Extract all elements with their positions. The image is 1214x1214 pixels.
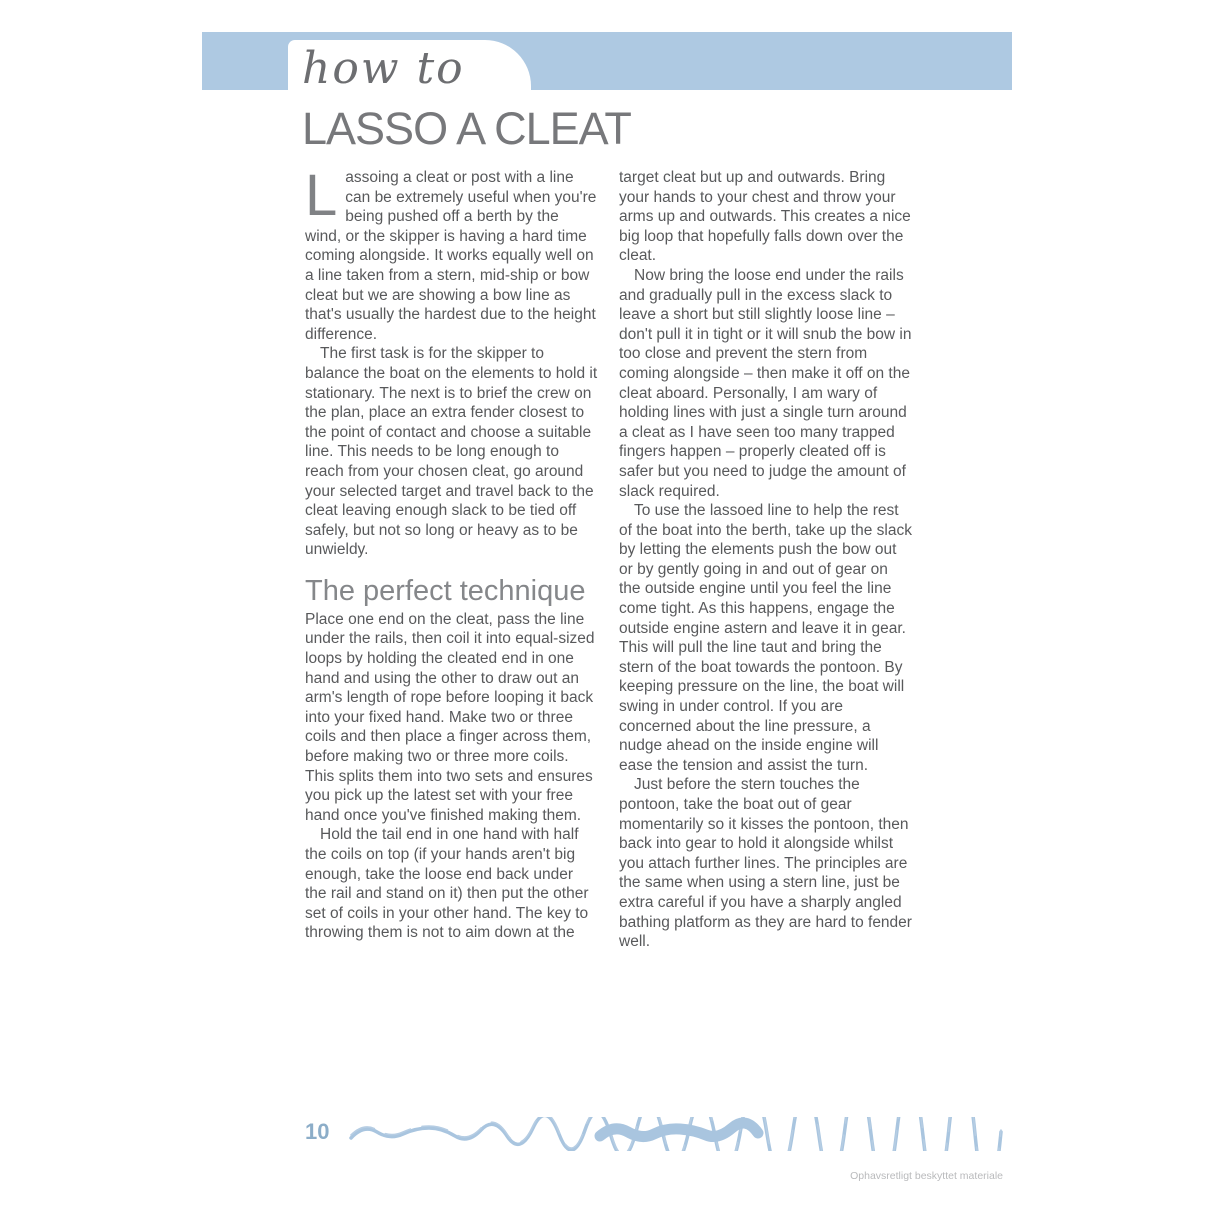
paragraph-6: Now bring the loose end under the rails and gradually pull in the excess slack to leave a short but still slightly loose line – don't pull it in tight or it will snub the bow in too close and prevent the stern from coming alongside – then make it off on the cleat aboard. Personally, I am wary of holding lines with just a single turn around a cleat as I have seen too many trapped fingers happen – properly cleated off is safer but you need to judge the amount of slack required. [619,266,912,500]
kicker-script: how to [302,43,465,94]
paragraph-3: Place one end on the cleat, pass the line under the rails, then coil it into equal-sized loops by holding the cleated end in one hand and using the other to draw out an arm's length of rope before looping it back into your fixed hand. Make two or three coils and then place a finger across them, before making two or three more coils. This splits them into two sets and ensures you pick up the latest set with your free hand once you've finished making them. [305,610,595,824]
paragraph-1-text: assoing a cleat or post with a line can be extremely useful when you're being pushed off a berth by the wind, or the skipper is having a hard time coming alongside. It works equally well on a line taken from a stern, mid-ship or bow cleat but we are showing a bow line as that's usually the hardest due to the height difference. [305,169,597,343]
wave-divider-icon [348,1117,1014,1151]
page-number: 10 [305,1119,330,1144]
copyright-notice: Ophavsretligt beskyttet materiale [850,1170,1003,1182]
subheading: The perfect technique [305,574,586,607]
paragraph-7: To use the lassoed line to help the rest of the boat into the berth, take up the slack by letting the elements push the bow out or by gently going in and out of gear on the outside engine until you feel the line come tight. As this happens, engage the outside engine astern and leave it in gear. This will pull the line taut and bring the stern of the boat towards the pontoon. By keeping pressure on the line, the boat will swing in under control. If you are concerned about the line pressure, a nudge ahead on the inside engine will ease the tension and assist the turn. [619,502,912,774]
paragraph-8: Just before the stern touches the pontoon, take the boat out of gear momentarily so it kisses the pontoon, then back into gear to hold it alongside whilst you attach further lines. The principles are the same when using a stern line, just be extra careful if you have a sharply angled bathing platform as they are hard to fender well. [619,776,912,951]
paragraph-1 [305,163,598,344]
article-body [305,163,912,952]
paragraph-2: The first task is for the skipper to balance the boat on the elements to hold it stationary. The next is to brief the crew on the plan, place an extra fender closest to the point of contact and choose a suitable line. This needs to be long enough to reach from your chosen cleat, go around your selected target and travel back to the cleat leaving enough slack to be tied off safely, but not so long or heavy as to be unwieldy. [305,345,598,559]
left-column [305,163,598,952]
paragraph-4: Hold the tail end in one hand with half the coils on top (if your hands aren't big enough, take the loose end back under the rail and stand on it) then put the other set of coils in your other hand. The key to throwing them is not to aim down at the [305,826,589,942]
drop-cap: L [305,163,338,228]
paragraph-5: target cleat but up and outwards. Bring your hands to your chest and throw your arms up and outwards. This creates a nice big loop that hopefully falls down over the cleat. [619,169,911,265]
right-column [619,168,912,952]
page-title: LASSO A CLEAT [302,103,631,154]
